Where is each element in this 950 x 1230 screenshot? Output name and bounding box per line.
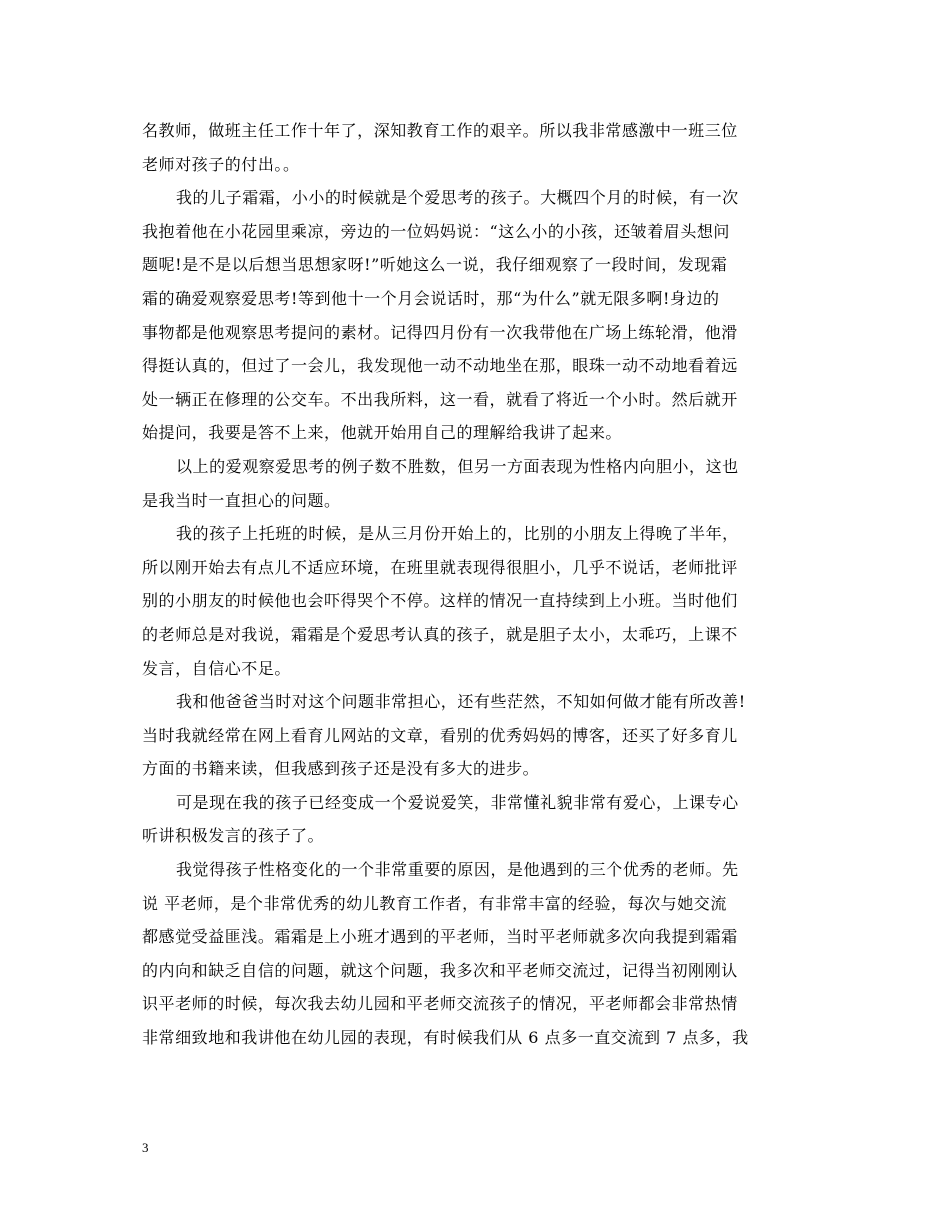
text-line: 方面的书籍来读，但我感到孩子还是没有多大的进步。 (142, 759, 540, 779)
text-line: 说 平老师，是个非常优秀的幼儿教育工作者，有非常丰富的经验，每次与她交流 (142, 893, 727, 913)
text-line: 听讲积极发言的孩子了。 (142, 826, 325, 846)
text-line: 以上的爱观察爱思考的例子数不胜数，但另一方面表现为性格内向胆小，这也 (176, 456, 739, 476)
text-line: 我和他爸爸当时对这个问题非常担心，还有些茫然，不知如何做才能有所改善! (176, 692, 746, 712)
text-line: 都感觉受益匪浅。霜霜是上小班才遇到的平老师，当时平老师就多次向我提到霜霜 (142, 927, 738, 947)
text-line: 老师对孩子的付出。。 (142, 154, 300, 174)
text-line: 霜的确爱观察爱思考!等到他十一个月会说话时，那“为什么”就无限多啊!身边的 (142, 288, 720, 308)
text-line: 所以刚开始去有点儿不适应环境，在班里就表现得很胆小，几乎不说话，老师批评 (142, 557, 738, 577)
text-line: 是我当时一直担心的问题。 (142, 490, 341, 510)
page-number: 3 (142, 1140, 149, 1155)
text-line: 别的小朋友的时候他也会吓得哭个不停。这样的情况一直持续到上小班。当时他们 (142, 591, 738, 611)
text-line: 我觉得孩子性格变化的一个非常重要的原因，是他遇到的三个优秀的老师。先 (176, 860, 739, 880)
text-line: 发言，自信心不足。 (142, 658, 291, 678)
text-line: 事物都是他观察思考提问的素材。记得四月份有一次我带他在广场上练轮滑，他滑 (142, 322, 738, 342)
text-line: 的内向和缺乏自信的问题，就这个问题，我多次和平老师交流过，记得当初刚刚认 (142, 960, 738, 980)
text-line: 题呢!是不是以后想当思想家呀!”听她这么一说，我仔细观察了一段时间，发现霜 (142, 255, 728, 275)
text-line: 名教师，做班主任工作十年了，深知教育工作的艰辛。所以我非常感激中一班三位 (142, 121, 738, 140)
text-line: 非常细致地和我讲他在幼儿园的表现，有时候我们从 6 点多一直交流到 7 点多，我 (142, 1028, 749, 1048)
text-line: 我抱着他在小花园里乘凉，旁边的一位妈妈说：“这么小的小孩，还皱着眉头想问 (142, 221, 730, 241)
text-line: 的老师总是对我说，霜霜是个爱思考认真的孩子，就是胆子太小，太乖巧，上课不 (142, 624, 738, 644)
text-line: 得挺认真的，但过了一会儿，我发现他一动不动地坐在那，眼珠一动不动地看着远 (142, 356, 738, 376)
text-line: 我的儿子霜霜，小小的时候就是个爱思考的孩子。大概四个月的时候，有一次 (176, 188, 739, 208)
text-line: 处一辆正在修理的公交车。不出我所料，这一看，就看了将近一个小时。然后就开 (142, 389, 738, 409)
text-line: 识平老师的时候，每次我去幼儿园和平老师交流孩子的情况，平老师都会非常热情 (142, 994, 738, 1014)
body-text (142, 114, 810, 1055)
text-line: 我的孩子上托班的时候，是从三月份开始上的，比别的小朋友上得晚了半年， (176, 524, 739, 544)
text-line: 当时我就经常在网上看育儿网站的文章，看别的优秀妈妈的博客，还买了好多育儿 (142, 725, 738, 745)
text-line: 始提问，我要是答不上来，他就开始用自己的理解给我讲了起来。 (142, 423, 622, 443)
text-line: 可是现在我的孩子已经变成一个爱说爱笑，非常懂礼貌非常有爱心，上课专心 (176, 792, 739, 812)
